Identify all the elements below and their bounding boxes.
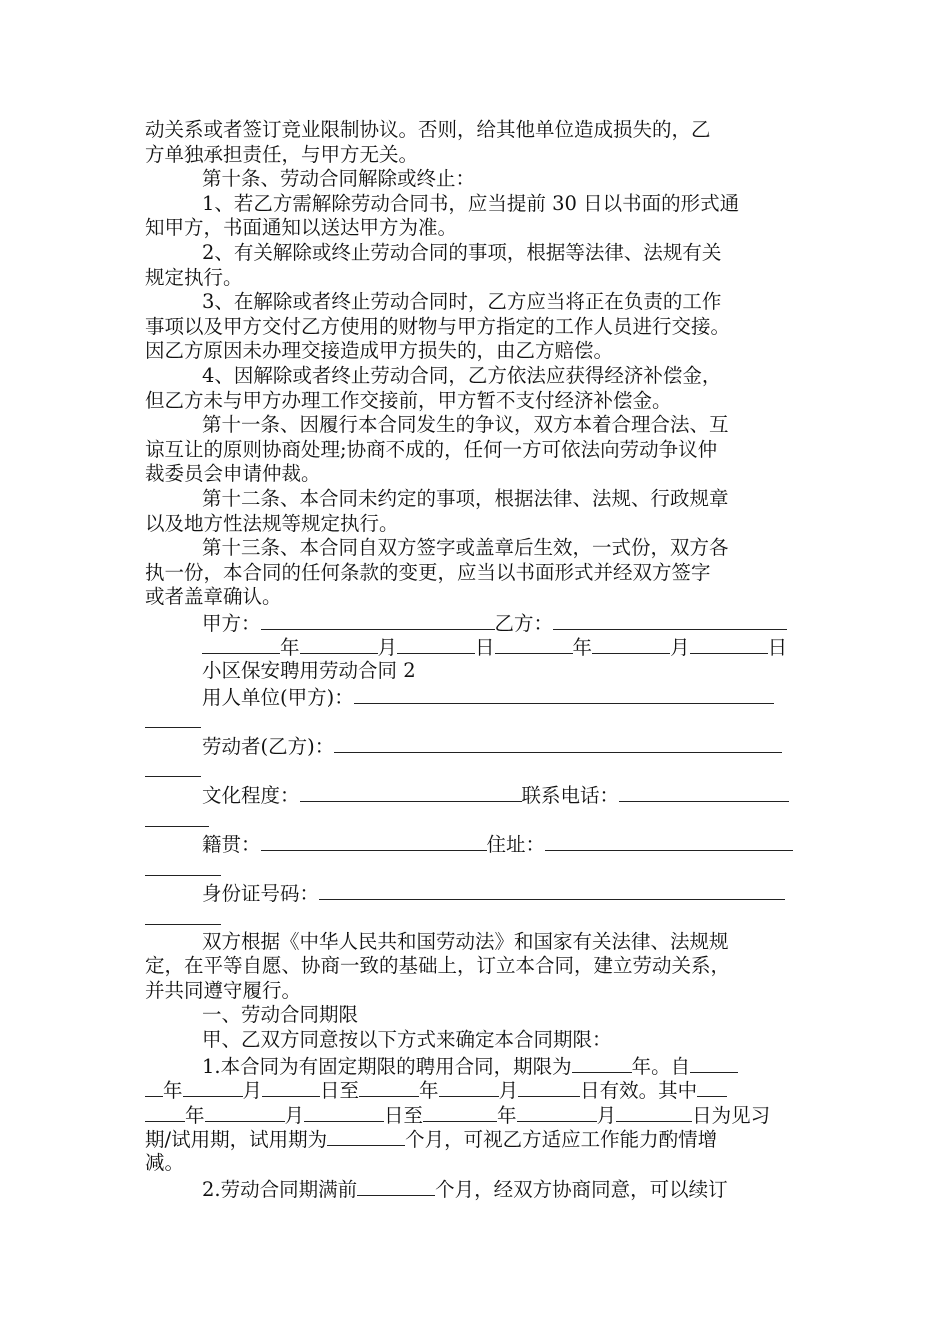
phone-field[interactable]	[619, 782, 789, 802]
native-label: 籍贯：	[202, 833, 261, 857]
term-text: 2.劳动合同期满前	[202, 1177, 358, 1201]
to-label: 日至	[384, 1103, 424, 1127]
text-line: 甲、乙双方同意按以下方式来确定本合同期限：	[202, 1027, 612, 1051]
day-blank[interactable]	[397, 634, 475, 654]
party-a-signature-blank[interactable]	[261, 610, 495, 630]
text-line: 谅互让的原则协商处理;协商不成的，任何一方可依法向劳动争议仲	[145, 437, 718, 461]
id-number-label: 身份证号码：	[202, 882, 320, 906]
year-blank[interactable]	[495, 634, 573, 654]
term-text: 日有效。其中	[580, 1079, 698, 1103]
term-text: 期/试用期，试用期为	[145, 1128, 328, 1152]
month-blank[interactable]	[300, 634, 378, 654]
phone-label: 联系电话：	[521, 784, 620, 808]
text-line: 以及地方性法规等规定执行。	[145, 511, 399, 535]
month-label: 月	[284, 1103, 305, 1127]
id-row	[145, 880, 810, 905]
text-line: 规定执行。	[145, 265, 243, 289]
worker-field-cont[interactable]	[145, 757, 201, 777]
year-label: 年	[163, 1079, 183, 1103]
year-label: 年	[497, 1103, 517, 1127]
document-page	[145, 118, 810, 1200]
employer-row-cont	[145, 708, 810, 733]
end-day-blank[interactable]	[518, 1077, 580, 1097]
year-label: 年	[572, 636, 593, 660]
id-number-field[interactable]	[319, 880, 785, 900]
id-row-cont	[145, 905, 810, 930]
address-field-cont[interactable]	[145, 856, 221, 876]
section-title: 小区保安聘用劳动合同 2	[202, 659, 416, 683]
party-b-signature-blank[interactable]	[553, 610, 787, 630]
month-label: 月	[498, 1079, 519, 1103]
text-line: 执一份，本合同的任何条款的变更，应当以书面形式并经双方签字	[145, 560, 711, 584]
education-label: 文化程度：	[202, 784, 300, 808]
employer-row	[145, 684, 810, 709]
clause-heading: 第十二条、本合同未约定的事项，根据法律、法规、行政规章	[202, 486, 729, 510]
probation-end-year-blank[interactable]	[423, 1102, 497, 1122]
text-line: 或者盖章确认。	[145, 585, 282, 609]
education-field[interactable]	[300, 782, 522, 802]
address-field[interactable]	[545, 831, 793, 851]
day-label: 日	[767, 636, 788, 660]
month-label: 月	[596, 1103, 617, 1127]
clause-heading: 第十一条、因履行本合同发生的争议，双方本着合理合法、互	[202, 413, 729, 437]
term-text: 日为见习	[692, 1103, 771, 1127]
text-line: 2、有关解除或终止劳动合同的事项，根据等法律、法规有关	[202, 240, 722, 264]
start-year-blank-cont[interactable]	[145, 1077, 163, 1097]
text-line: 减。	[145, 1150, 185, 1174]
text-line: 事项以及甲方交付乙方使用的财物与甲方指定的工作人员进行交接。	[145, 314, 731, 338]
term-row-3	[145, 1102, 810, 1127]
month-label: 月	[242, 1079, 263, 1103]
term-years-blank[interactable]	[572, 1053, 632, 1073]
text-line: 并共同遵守履行。	[145, 978, 302, 1002]
day-label: 日	[475, 636, 495, 660]
term-text: 年。自	[631, 1054, 691, 1078]
probation-start-blank[interactable]	[697, 1077, 727, 1097]
renewal-months-blank[interactable]	[357, 1176, 435, 1196]
text-line: 知甲方，书面通知以送达甲方为准。	[145, 216, 458, 240]
probation-start-month-blank[interactable]	[205, 1102, 285, 1122]
address-row-cont	[145, 856, 810, 881]
start-day-blank[interactable]	[262, 1077, 320, 1097]
worker-row	[145, 733, 810, 758]
employer-field[interactable]	[354, 684, 774, 704]
clause-heading: 第十条、劳动合同解除或终止：	[202, 167, 476, 191]
text-line: 但乙方未与甲方办理工作交接前，甲方暂不支付经济补偿金。	[145, 388, 672, 412]
end-year-blank[interactable]	[359, 1077, 419, 1097]
year-label: 年	[280, 636, 300, 660]
employer-field-cont[interactable]	[145, 708, 201, 728]
phone-field-cont[interactable]	[145, 807, 209, 827]
worker-label: 劳动者(乙方)：	[202, 734, 335, 758]
worker-field[interactable]	[334, 733, 782, 753]
signature-row	[145, 610, 810, 635]
text-line: 方单独承担责任，与甲方无关。	[145, 142, 419, 166]
native-field[interactable]	[261, 831, 487, 851]
section-heading: 一、劳动合同期限	[202, 1003, 359, 1027]
end-month-blank[interactable]	[439, 1077, 499, 1097]
address-label: 住址：	[486, 833, 546, 857]
start-year-blank[interactable]	[690, 1053, 738, 1073]
start-month-blank[interactable]	[183, 1077, 243, 1097]
term-row-1	[145, 1053, 810, 1078]
edu-phone-row	[145, 782, 810, 807]
probation-start-year-blank[interactable]	[145, 1102, 185, 1122]
renewal-row	[145, 1176, 810, 1201]
probation-start-day-blank[interactable]	[304, 1102, 384, 1122]
year-blank[interactable]	[202, 634, 280, 654]
party-a-label: 甲方：	[202, 611, 261, 635]
text-line: 定，在平等自愿、协商一致的基础上，订立本合同，建立劳动关系，	[145, 954, 731, 978]
probation-end-day-blank[interactable]	[616, 1102, 692, 1122]
month-blank[interactable]	[592, 634, 670, 654]
worker-row-cont	[145, 757, 810, 782]
id-number-field-cont[interactable]	[145, 905, 221, 925]
year-label: 年	[185, 1103, 205, 1127]
text-line: 3、在解除或者终止劳动合同时，乙方应当将正在负责的工作	[202, 290, 722, 314]
clause-heading: 第十三条、本合同自双方签字或盖章后生效，一式份，双方各	[202, 536, 729, 560]
term-text: 个月，可视乙方适应工作能力酌情增	[405, 1128, 718, 1152]
day-blank[interactable]	[690, 634, 768, 654]
month-label: 月	[377, 636, 398, 660]
month-label: 月	[670, 636, 690, 660]
probation-end-month-blank[interactable]	[517, 1102, 597, 1122]
term-text: 个月，经双方协商同意，可以续订	[435, 1177, 728, 1201]
text-line: 因乙方原因未办理交接造成甲方损失的，由乙方赔偿。	[145, 339, 614, 363]
probation-months-blank[interactable]	[327, 1126, 405, 1146]
term-row-4	[145, 1126, 810, 1151]
term-text: 1.本合同为有固定期限的聘用合同，期限为	[202, 1054, 572, 1078]
date-row	[145, 634, 810, 659]
party-b-label: 乙方：	[494, 611, 554, 635]
text-line: 1、若乙方需解除劳动合同书，应当提前 30 日以书面的形式通	[202, 191, 740, 215]
phone-row-cont	[145, 807, 810, 832]
term-row-2	[145, 1077, 810, 1102]
employer-label: 用人单位(甲方)：	[202, 685, 354, 709]
to-label: 日至	[320, 1079, 360, 1103]
text-line: 4、因解除或者终止劳动合同，乙方依法应获得经济补偿金，	[202, 363, 722, 387]
year-label: 年	[419, 1079, 439, 1103]
text-line: 双方根据《中华人民共和国劳动法》和国家有关法律、法规规	[202, 929, 729, 953]
native-address-row	[145, 831, 810, 856]
text-line: 裁委员会申请仲裁。	[145, 462, 321, 486]
text-line: 动关系或者签订竞业限制协议。否则，给其他单位造成损失的，乙	[145, 118, 711, 141]
